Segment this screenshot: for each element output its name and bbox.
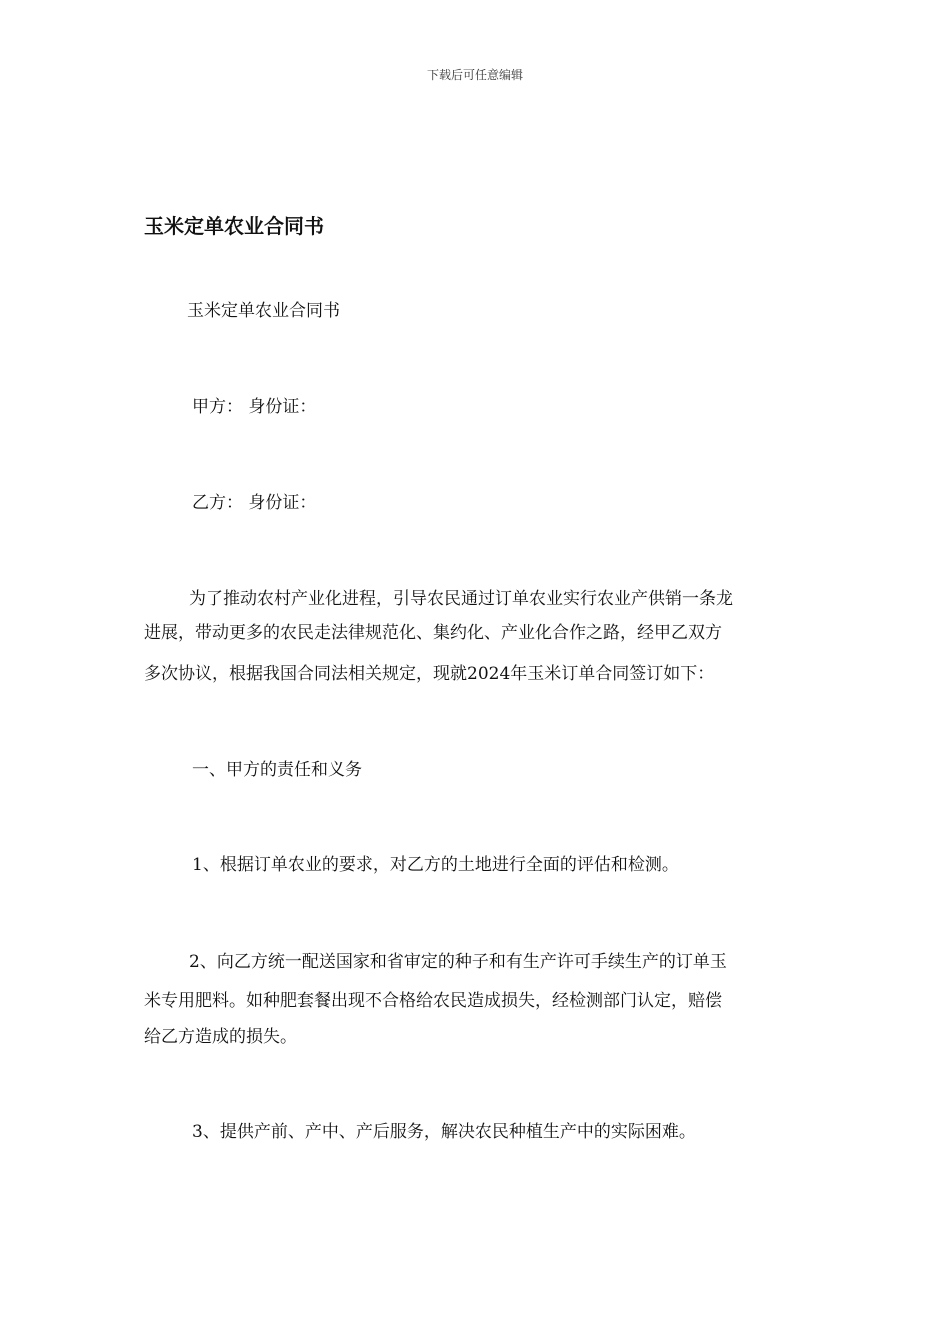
section-1-heading: 一、甲方的责任和义务 (192, 760, 362, 780)
clause-1: 1、根据订单农业的要求，对乙方的土地进行全面的评估和检测。 (192, 855, 679, 875)
clause-2-line-1: 2、向乙方统一配送国家和省审定的种子和有生产许可手续生产的订单玉 (189, 952, 727, 972)
document-subtitle: 玉米定单农业合同书 (187, 301, 340, 321)
preamble-line-3: 多次协议，根据我国合同法相关规定，现就2024年玉米订单合同签订如下： (144, 664, 715, 684)
preamble-line-2: 进展，带动更多的农民走法律规范化、集约化、产业化合作之路，经甲乙双方 (144, 623, 722, 643)
party-a-line: 甲方： 身份证： (192, 397, 317, 417)
clause-2-line-3: 给乙方造成的损失。 (144, 1027, 297, 1047)
clause-3: 3、提供产前、产中、产后服务，解决农民种植生产中的实际困难。 (192, 1122, 696, 1142)
document-title: 玉米定单农业合同书 (144, 214, 324, 238)
page-header-note: 下载后可任意编辑 (426, 68, 523, 82)
clause-2-line-2: 米专用肥料。如种肥套餐出现不合格给农民造成损失，经检测部门认定，赔偿 (144, 991, 722, 1011)
preamble-line-1: 为了推动农村产业化进程，引导农民通过订单农业实行农业产供销一条龙 (189, 589, 733, 609)
party-b-line: 乙方： 身份证： (192, 493, 317, 513)
